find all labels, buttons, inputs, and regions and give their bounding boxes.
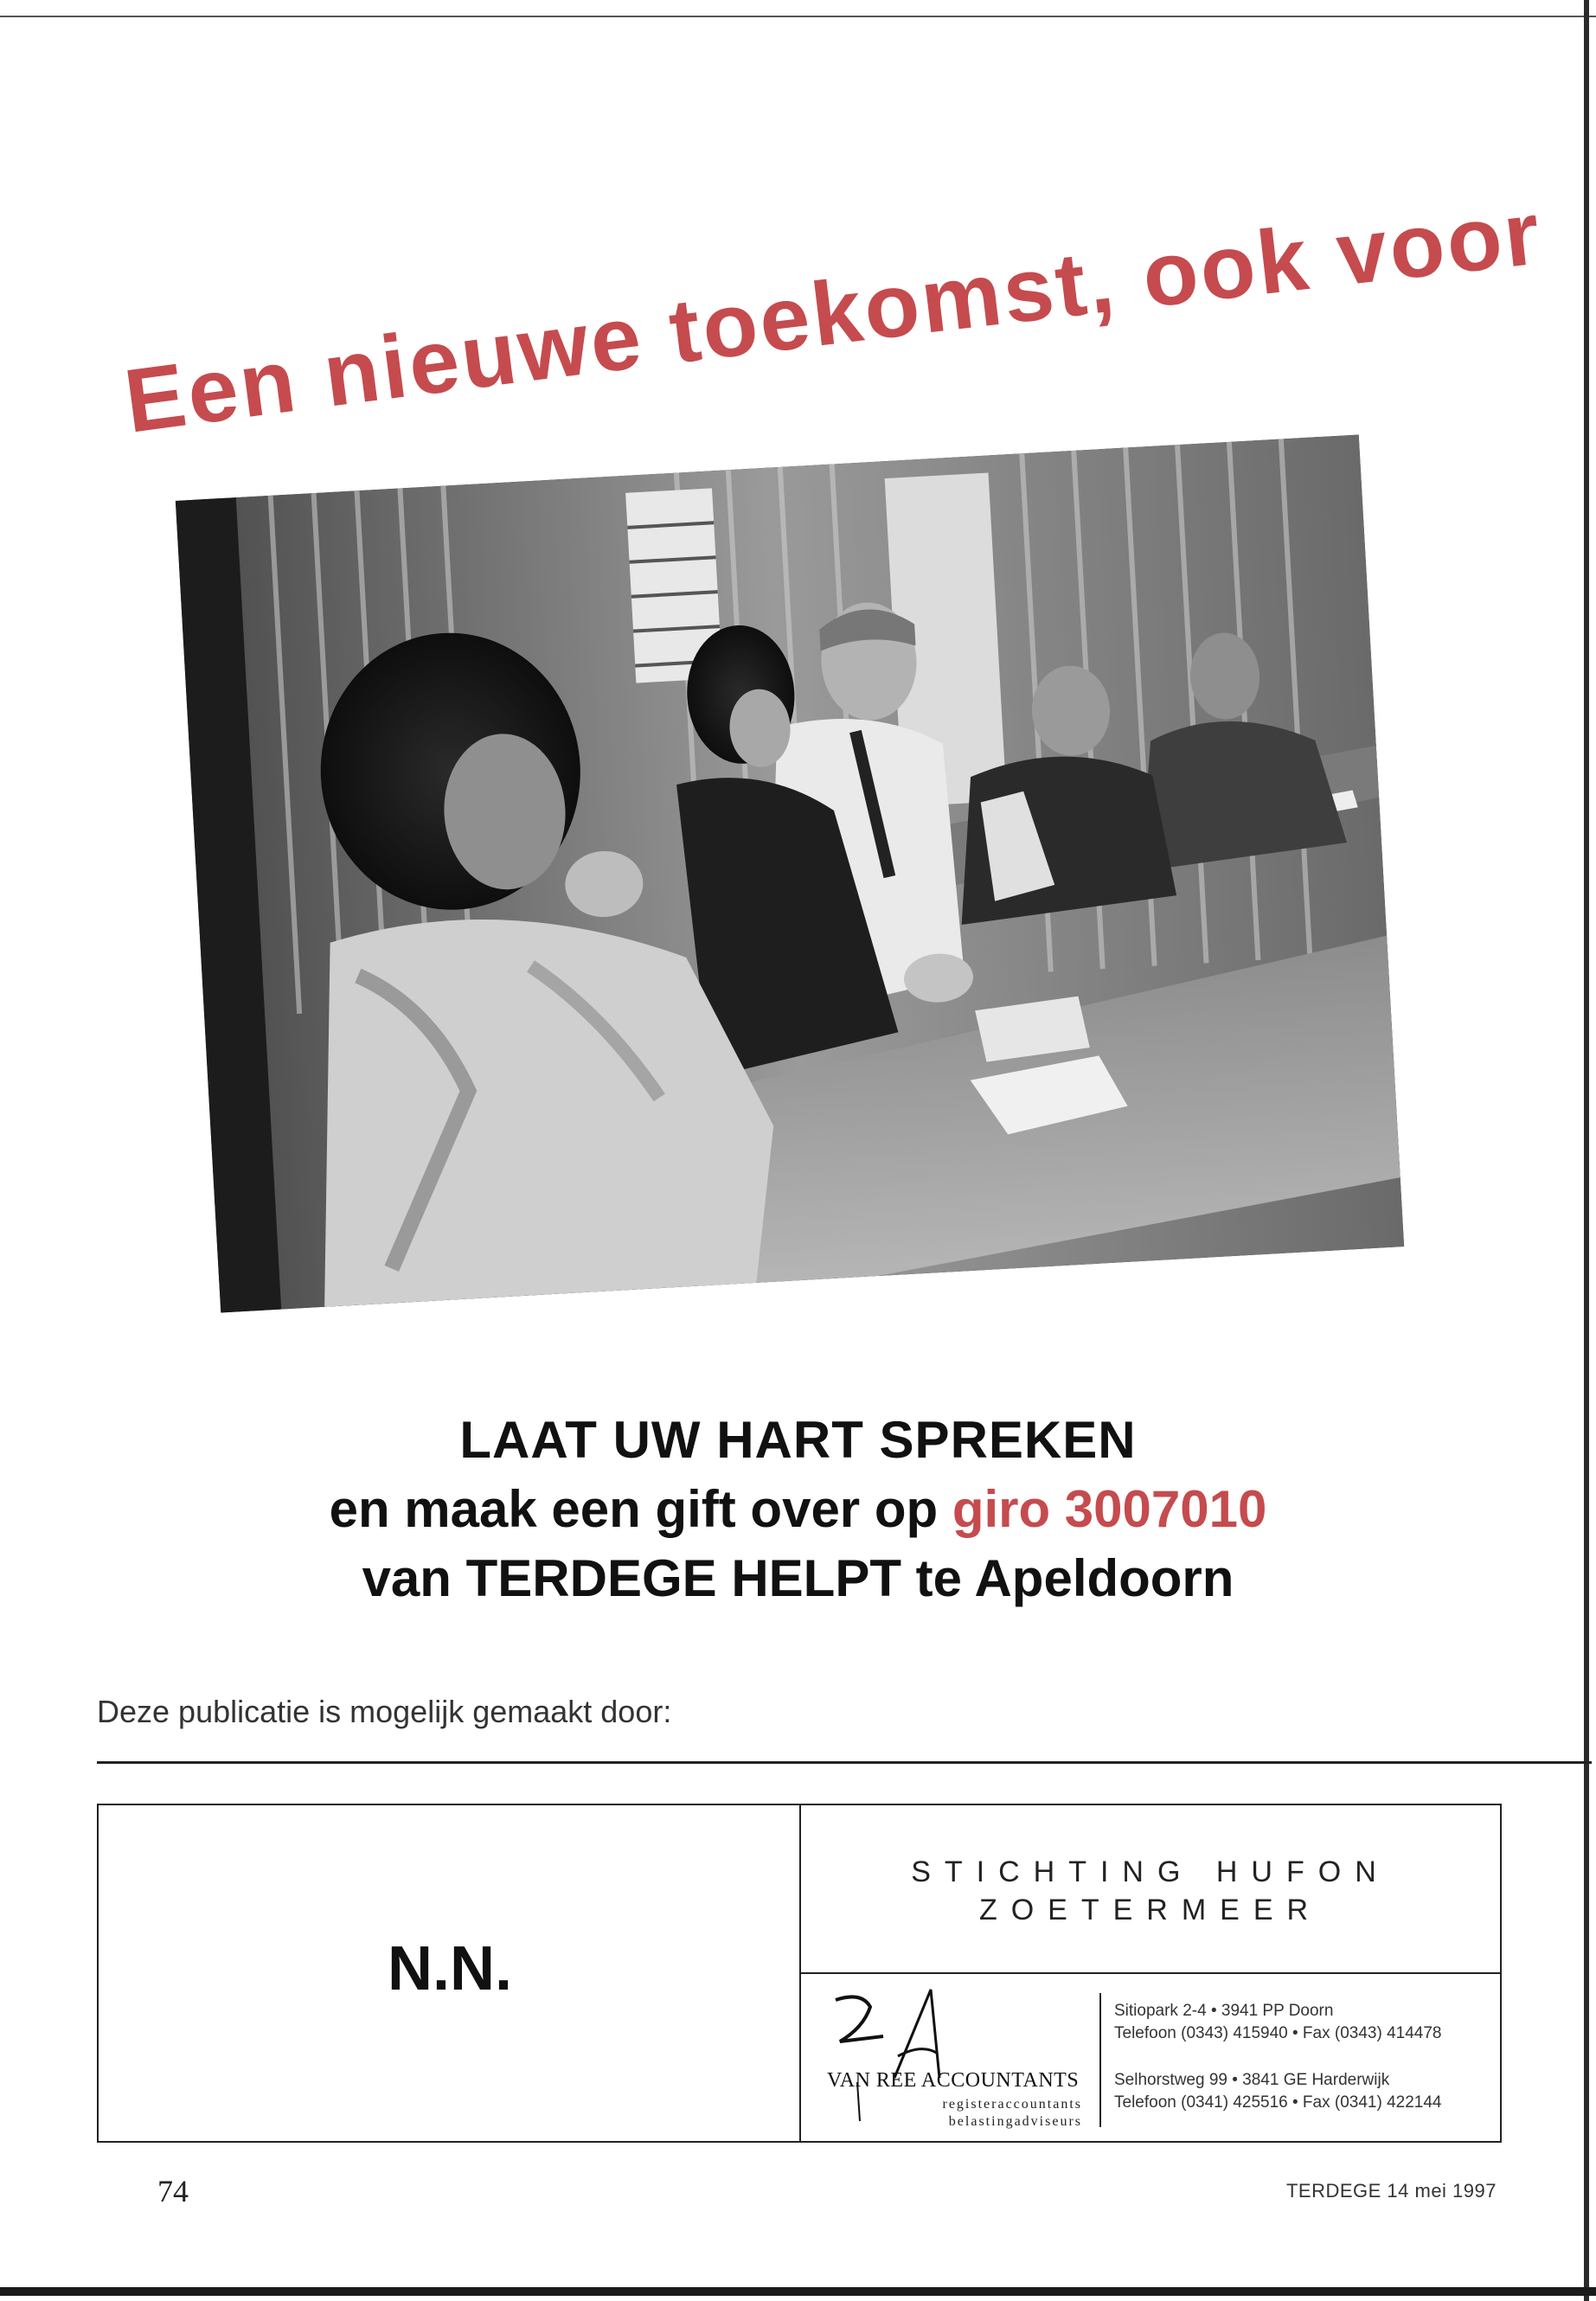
photo xyxy=(176,434,1404,1312)
sponsor-boxes xyxy=(97,1804,1502,2143)
address-doorn: Sitiopark 2-4 • 3941 PP Doorn xyxy=(1114,2002,1334,2020)
sponsor-box-nn xyxy=(99,1805,801,2141)
van-ree-logo xyxy=(801,1974,1099,2141)
van-ree-name: VAN REE ACCOUNTANTS xyxy=(827,2069,1080,2092)
appeal-giro-line xyxy=(0,1479,1596,1539)
giro-number: giro 3007010 xyxy=(952,1480,1267,1538)
appeal-giro-prefix: en maak een gift over op xyxy=(329,1480,952,1538)
headline-text: Een nieuwe toekomst, ook voor xyxy=(119,199,1548,452)
sponsor-box-van-ree xyxy=(801,1974,1500,2141)
publication-note: Deze publicatie is mogelijk gemaakt door: xyxy=(97,1694,672,1729)
hufon-city: ZOETERMEER xyxy=(978,1894,1323,1926)
van-ree-subtitle-2: belastingadviseurs xyxy=(948,2114,1082,2129)
folio: TERDEGE 14 mei 1997 xyxy=(1285,2180,1497,2202)
hufon-name: STICHTING HUFON xyxy=(911,1856,1390,1888)
phone-harderwijk: Telefoon (0341) 425516 • Fax (0341) 422144 xyxy=(1114,2093,1442,2112)
phone-doorn: Telefoon (0343) 415940 • Fax (0343) 414478 xyxy=(1114,2024,1442,2042)
sponsor-nn: N.N. xyxy=(388,1934,512,2003)
address-harderwijk: Selhorstweg 99 • 3841 GE Harderwijk xyxy=(1114,2071,1390,2089)
page-edge-bottom xyxy=(0,2287,1596,2296)
page-number: 74 xyxy=(157,2174,189,2208)
photo-group-bible-study-icon xyxy=(176,434,1404,1312)
appeal-organization: van TERDEGE HELPT te Apeldoorn xyxy=(362,1549,1234,1607)
page-edge-top xyxy=(0,16,1596,17)
sponsor-box-hufon xyxy=(801,1805,1500,1974)
van-ree-subtitle-1: registeraccountants xyxy=(942,2097,1082,2112)
appeal-title: LAAT UW HART SPREKEN xyxy=(459,1411,1137,1469)
divider-rule xyxy=(97,1761,1592,1764)
logo-divider xyxy=(1099,1993,1101,2127)
